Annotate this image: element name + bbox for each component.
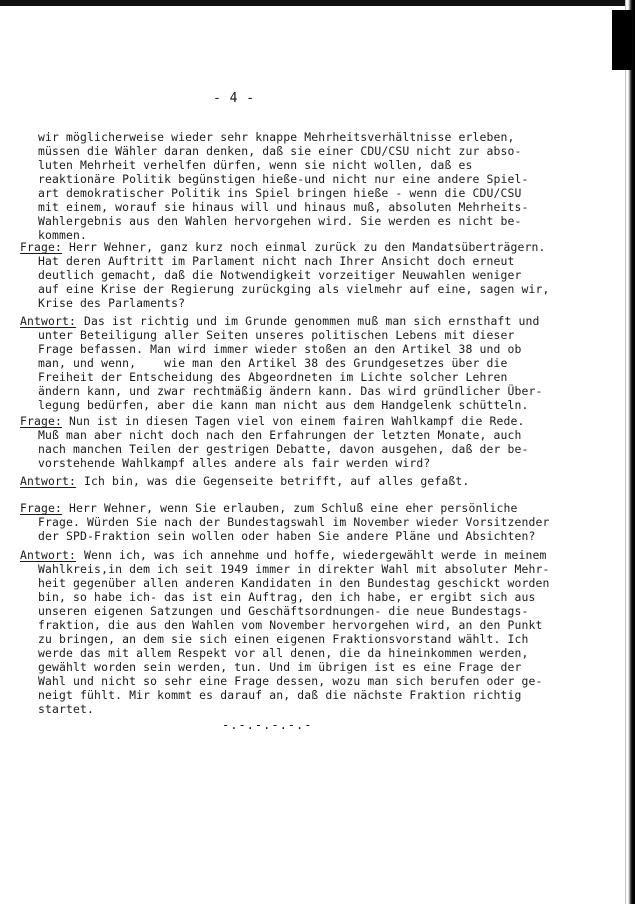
text-line: Wahl und nicht so sehr eine Frage dessen, wozu man sich berufen oder ge-: [38, 674, 543, 688]
page-number: - 4 -: [213, 91, 255, 106]
text-line: Frage befassen. Man wird immer wieder stoßen an den Artikel 38 und ob: [38, 342, 522, 356]
text-line: zu bringen, an dem sie sich einen eigenen Fraktionsvorstand wählt. Ich: [38, 632, 529, 646]
text-line: legung bedürfen, aber die kann man nicht aus dem Handgelenk schütteln.: [38, 398, 529, 412]
text-line: Herr Wehner, ganz kurz noch einmal zurück zu den Mandatsüberträgern.: [69, 240, 546, 254]
scan-top-edge: [0, 0, 635, 6]
text-line: Ich bin, was die Gegenseite betrifft, auf alles gefaßt.: [84, 474, 470, 488]
question-label: Frage:: [20, 414, 63, 428]
text-line: bin, so habe ich- das ist ein Auftrag, den ich habe, er ergibt sich aus: [38, 590, 536, 604]
text-line: kommen.: [38, 228, 88, 242]
text-line: der SPD-Fraktion sein wollen oder haben Sie andere Pläne und Absichten?: [38, 529, 536, 543]
text-line: luten Mehrheit verhelfen dürfen, wenn sie nicht wollen, daß es: [38, 158, 473, 172]
text-line: art demokratischer Politik ins Spiel bringen hieße - wenn die CDU/CSU: [38, 186, 522, 200]
answer-label: Antwort:: [20, 314, 77, 328]
answer-label: Antwort:: [20, 474, 77, 488]
text-line: fraktion, die aus den Wahlen vom November hervorgehen wird, an den Punkt: [38, 618, 543, 632]
text-line: werde das mit allem Respekt vor all denen, die da hineinkommen werden,: [38, 646, 529, 660]
text-line: Wenn ich, was ich annehme und hoffe, wiedergewählt werde in meinem: [84, 548, 547, 562]
text-line: Krise des Parlaments?: [38, 296, 186, 310]
text-line: heit gegenüber allen anderen Kandidaten in den Bundestag geschickt worden: [38, 576, 550, 590]
text-line: wir möglicherweise wieder sehr knappe Mehrheitsverhältnisse erleben,: [38, 130, 515, 144]
text-line: vorstehende Wahlkampf alles andere als fair werden wird?: [38, 456, 431, 470]
text-line: unter Beteiligung aller Seiten unseres politischen Lebens mit dieser: [38, 328, 515, 342]
text-line: auf eine Krise der Regierung zurückging als vielmehr auf eine, sagen wir,: [38, 282, 550, 296]
text-line: Muß man aber nicht doch nach den Erfahrungen der letzten Monate, auch: [38, 428, 522, 442]
closing-rule: -.-.-.-.-.-: [222, 718, 313, 732]
text-line: deutlich gemacht, daß die Notwendigkeit vorzeitiger Neuwahlen weniger: [38, 268, 522, 282]
text-line: Freiheit der Entscheidung des Abgeordneten im Lichte solcher Lehren: [38, 370, 508, 384]
text-line: Nun ist in diesen Tagen viel von einem fairen Wahlkampf die Rede.: [69, 414, 525, 428]
text-line: unseren eigenen Satzungen und Geschäftsordnungen- die neue Bundestags-: [38, 604, 529, 618]
question-label: Frage:: [20, 240, 63, 254]
scan-right-edge: [625, 0, 635, 904]
text-line: nach manchen Teilen der gestrigen Debatte, davon ausgehen, daß der be-: [38, 442, 529, 456]
text-line: man, und wenn, wie man den Artikel 38 des Grundgesetzes über die: [38, 356, 508, 370]
text-line: reaktionäre Politik begünstigen hieße-und nicht nur eine andere Spiel-: [38, 172, 529, 186]
text-line: Herr Wehner, wenn Sie erlauben, zum Schluß eine eher persönliche: [69, 501, 518, 515]
question-label: Frage:: [20, 501, 63, 515]
answer-label: Antwort:: [20, 548, 77, 562]
text-line: Wahlkreis,in dem ich seit 1949 immer in direkter Wahl mit absoluter Mehr-: [38, 562, 550, 576]
text-line: müssen die Wähler daran denken, daß sie einer CDU/CSU nicht zur abso-: [38, 144, 522, 158]
text-line: Hat deren Auftritt im Parlament nicht nach Ihrer Ansicht doch erneut: [38, 254, 515, 268]
text-line: startet.: [38, 702, 95, 716]
text-line: Wahlergebnis aus den Wahlen hervorgehen wird. Sie werden es nicht be-: [38, 214, 522, 228]
text-line: Das ist richtig und im Grunde genommen muß man sich ernsthaft und: [84, 314, 540, 328]
text-line: mit einem, worauf sie hinaus will und hinaus muß, absoluten Mehrheits-: [38, 200, 529, 214]
text-line: neigt fühlt. Mir kommt es darauf an, daß die nächste Fraktion richtig: [38, 688, 522, 702]
scan-edge-mark: [612, 10, 632, 70]
text-line: gewählt worden sein werden, tun. Und im übrigen ist es eine Frage der: [38, 660, 522, 674]
text-line: ändern kann, und zwar rechtmäßig ändern kann. Das wird gründlicher Über-: [38, 384, 543, 398]
text-line: Frage. Würden Sie nach der Bundestagswahl im November wieder Vorsitzender: [38, 515, 550, 529]
